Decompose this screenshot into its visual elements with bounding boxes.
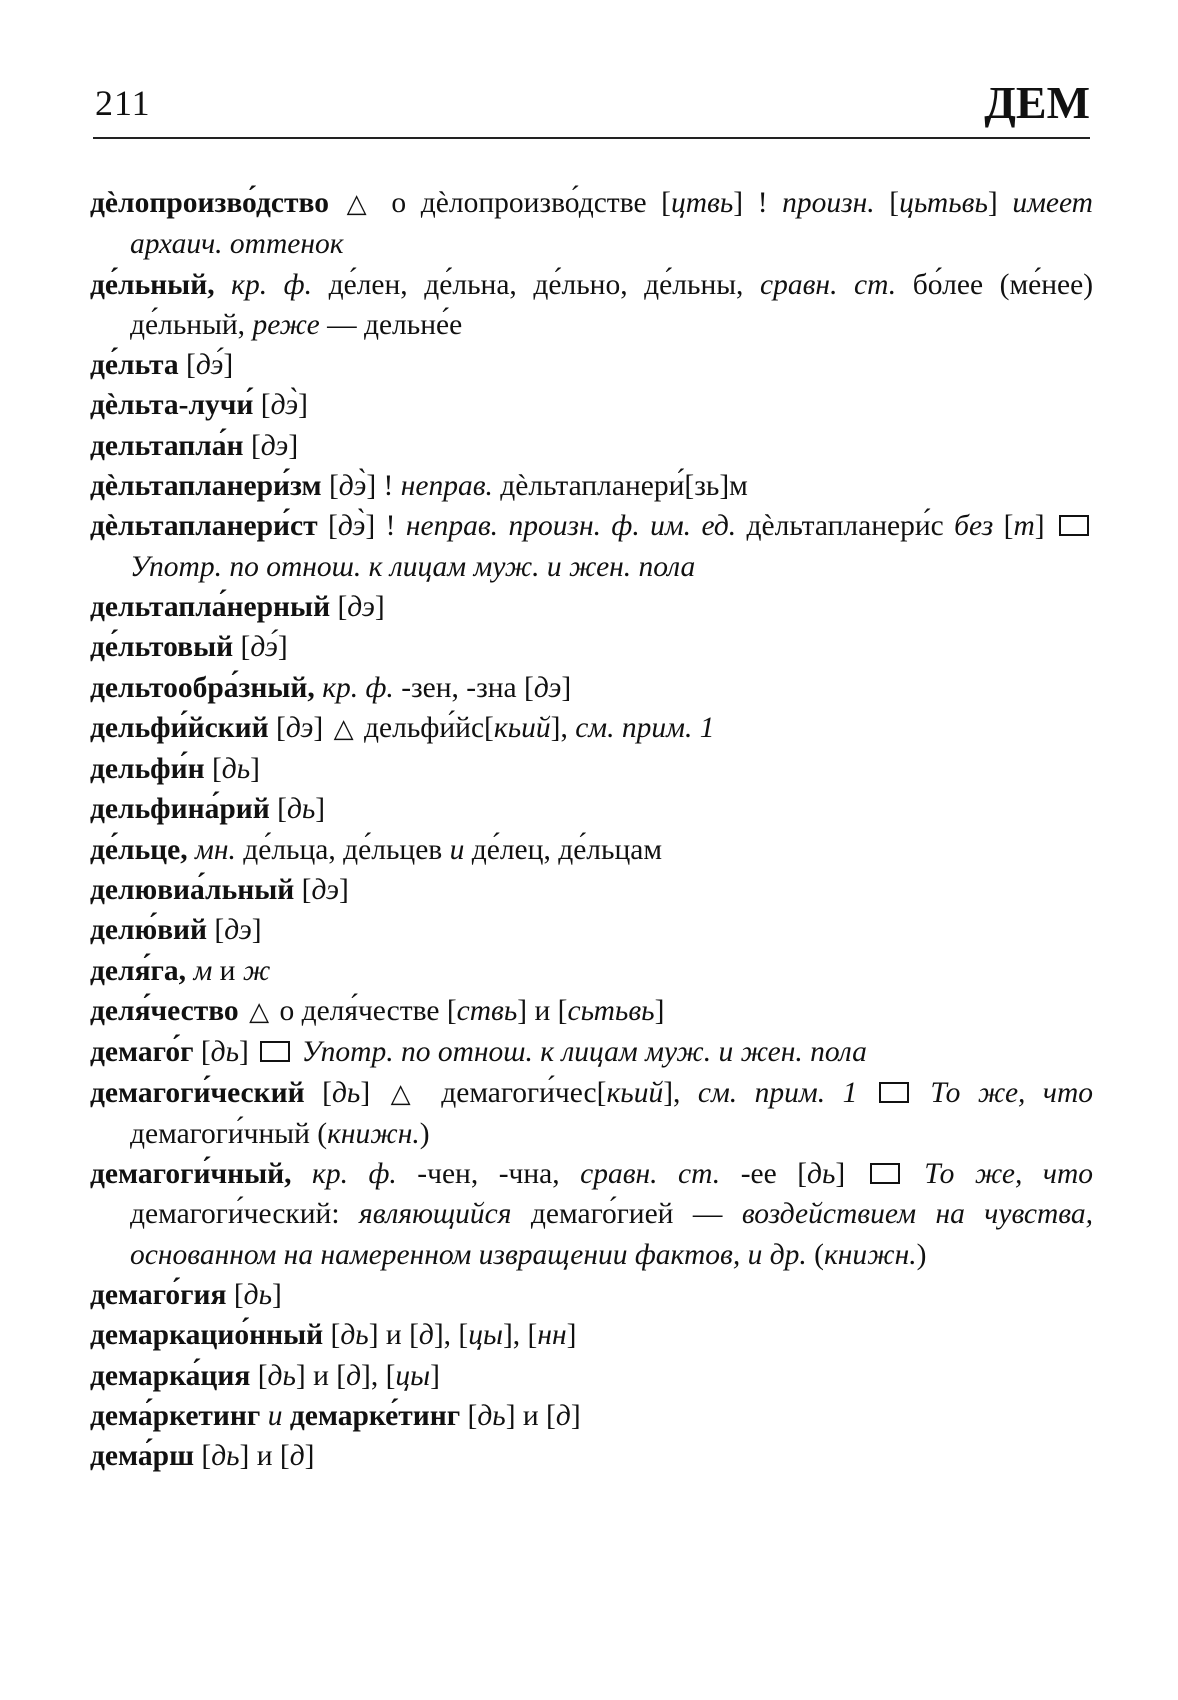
- entry-label: являющийся: [358, 1198, 512, 1231]
- entry-text: ]: [223, 349, 234, 382]
- entry-text: ]: [561, 671, 572, 704]
- entry-text: демагоги́чный (: [130, 1117, 328, 1150]
- dictionary-entry: [90, 830, 1093, 870]
- entry-text: ]: [251, 914, 262, 947]
- triangle-icon: △: [249, 996, 270, 1026]
- dictionary-entry: [90, 749, 1093, 789]
- entry-label: неправ. произн. ф. им. ед.: [405, 510, 737, 543]
- entry-headword: де́льце,: [90, 833, 188, 866]
- entry-label: цтвь: [670, 187, 734, 219]
- entry-text: ]: [987, 187, 1013, 219]
- dictionary-entry: [90, 1154, 1093, 1275]
- entry-label: см. прим. 1: [575, 711, 715, 744]
- entry-headword: дѐльтапланери́зм: [90, 470, 322, 503]
- entry-text: [215, 269, 232, 301]
- entry-headword: делювиа́льный: [90, 874, 295, 907]
- entry-text: [: [193, 1440, 212, 1473]
- entry-text: [: [294, 874, 312, 907]
- entry-text: [: [330, 590, 348, 623]
- entry-label: дь: [221, 753, 251, 786]
- entry-label: без: [954, 510, 994, 543]
- entry-label: дэ̀: [337, 510, 366, 543]
- entry-headword: дельфи́н: [90, 753, 205, 786]
- dictionary-entries: [90, 183, 1093, 1477]
- entry-label: дэ̀: [270, 389, 299, 422]
- dictionary-entry: [90, 708, 1093, 749]
- entry-text: дѐльтапланери́с: [736, 510, 955, 543]
- entry-text: ] и [: [368, 1319, 419, 1352]
- entry-label: дэ́: [195, 349, 224, 382]
- entry-text: [329, 187, 344, 219]
- entry-headword: дельтапла́нерный: [90, 590, 331, 623]
- entry-text: ]: [277, 631, 288, 664]
- entry-text: ]: [654, 994, 665, 1027]
- entry-headword: демагоги́ческий: [90, 1076, 305, 1109]
- dictionary-entry: [90, 426, 1093, 466]
- entry-label: Употр. по отнош. к лицам муж. и жен. пола: [301, 1036, 867, 1069]
- entry-headword: демагоги́чный,: [90, 1158, 292, 1191]
- dictionary-entry: [90, 789, 1093, 829]
- entry-headword: дельтообра́зный,: [90, 671, 315, 704]
- entry-text: ] !: [366, 470, 401, 503]
- dictionary-entry: [90, 1436, 1093, 1476]
- entry-text: ]: [315, 793, 326, 826]
- triangle-icon: △: [333, 713, 354, 743]
- entry-label: сравн. ст.: [760, 268, 897, 301]
- entry-text: [904, 1158, 925, 1190]
- entry-text: [: [993, 510, 1014, 543]
- entry-label: кр. ф.: [231, 268, 313, 301]
- dictionary-entry: [90, 385, 1093, 425]
- dictionary-entry: [90, 1315, 1093, 1355]
- entry-label: произн.: [782, 187, 875, 219]
- dictionary-entry: [90, 627, 1093, 667]
- dictionary-entry: [90, 265, 1093, 346]
- usage-note-box-icon: [260, 1041, 290, 1062]
- entry-label: дэ: [311, 874, 339, 907]
- usage-note-box-icon: [879, 1082, 909, 1103]
- entry-label: дэ́: [250, 631, 278, 664]
- dictionary-entry: [90, 951, 1093, 991]
- entry-label: дь: [331, 1076, 361, 1109]
- triangle-icon: △: [390, 1078, 421, 1108]
- entry-label: цьтьвь: [899, 187, 988, 219]
- entry-headword: дельфина́рий: [90, 793, 270, 826]
- entry-label: книжн.: [823, 1238, 917, 1271]
- entry-headword: де́льта: [90, 349, 179, 382]
- entry-text: [: [317, 510, 338, 543]
- entry-label: дь: [267, 1359, 296, 1392]
- entry-text: [282, 1400, 289, 1432]
- entry-headword: делю́вий: [90, 914, 208, 947]
- entry-text: и: [212, 954, 243, 987]
- dictionary-entry: [90, 506, 1093, 587]
- entry-text: [292, 1158, 313, 1190]
- entry-headword: де́льтовый: [90, 631, 234, 664]
- entry-text: [: [243, 429, 261, 462]
- entry-label: сьтьвь: [567, 994, 655, 1027]
- entry-label: м: [193, 954, 213, 987]
- entry-text: ], [: [433, 1319, 469, 1352]
- entry-headword: демарка́ция: [90, 1359, 251, 1392]
- entry-text: ] !: [365, 510, 406, 543]
- entry-label: То же, что: [930, 1076, 1094, 1109]
- entry-label: дь: [340, 1319, 369, 1352]
- entry-label: дэ: [533, 671, 562, 704]
- entry-label: д: [346, 1359, 362, 1392]
- entry-label: дь: [210, 1036, 240, 1069]
- entry-label: д: [289, 1440, 305, 1473]
- entry-text: [: [226, 1279, 244, 1312]
- entry-label: т: [1013, 510, 1035, 543]
- entry-label: дэ: [285, 711, 314, 744]
- dictionary-entry: [90, 991, 1093, 1032]
- entry-text: [: [321, 470, 339, 503]
- entry-label: дэ: [224, 914, 252, 947]
- entry-text: [857, 1077, 874, 1109]
- entry-text: ]: [250, 753, 260, 786]
- entry-label: и: [449, 833, 465, 866]
- dictionary-entry: [90, 466, 1093, 506]
- entry-text: ] и [: [295, 1359, 347, 1392]
- triangle-icon: △: [346, 189, 374, 218]
- entry-text: -ее [: [720, 1158, 808, 1191]
- entry-label: цы: [395, 1359, 431, 1392]
- entry-text: бо́лее (ме́нее) де́льный,: [130, 268, 1094, 341]
- entry-text: ],: [550, 711, 576, 744]
- entry-text: [: [178, 349, 196, 382]
- entry-text: де́лец, де́льцам: [464, 833, 663, 866]
- entry-label: д: [418, 1319, 434, 1352]
- entry-headword: дельтапла́н: [90, 429, 244, 462]
- entry-text: ]: [566, 1319, 577, 1352]
- entry-label: кр. ф.: [322, 671, 394, 704]
- dictionary-entry: [90, 587, 1093, 627]
- entry-label: д: [555, 1399, 571, 1432]
- entry-text: ]: [374, 590, 385, 623]
- entry-text: -зен, -зна [: [393, 671, 534, 704]
- entry-text: [239, 995, 246, 1027]
- entry-headword: демарке́тинг: [289, 1399, 461, 1432]
- entry-text: [: [193, 1036, 211, 1069]
- entry-headword: демаго́гия: [90, 1279, 227, 1312]
- entry-label: кьий: [493, 711, 551, 744]
- entry-label: дэ: [260, 429, 289, 462]
- usage-note-box-icon: [1059, 515, 1089, 536]
- usage-note-box-icon: [870, 1163, 900, 1184]
- entry-text: ] и [: [517, 994, 568, 1027]
- entry-text: [294, 1036, 301, 1068]
- dictionary-entry: [90, 1396, 1093, 1436]
- entry-text: ],: [663, 1076, 698, 1109]
- entry-headword: дема́ркетинг: [90, 1399, 261, 1432]
- entry-text: — дельне́е: [319, 308, 463, 341]
- entry-text: [: [323, 1319, 341, 1352]
- entry-text: (: [806, 1238, 824, 1271]
- entry-label: дь: [286, 793, 316, 826]
- entry-text: ]: [288, 429, 299, 462]
- entry-label: дь: [243, 1279, 272, 1312]
- entry-label: Употр. по отнош. к лицам муж. и жен. пола: [130, 550, 696, 583]
- entry-text: ]: [570, 1399, 581, 1432]
- entry-headword: демаркацио́нный: [90, 1319, 324, 1352]
- entry-label: неправ.: [400, 470, 493, 503]
- entry-text: [: [304, 1076, 332, 1109]
- entry-headword: дѐльтапланери́ст: [90, 510, 318, 543]
- entry-text: ]: [835, 1158, 866, 1191]
- entry-text: [: [253, 389, 271, 422]
- entry-label: нн: [537, 1319, 567, 1352]
- entry-text: ]: [272, 1279, 282, 1312]
- entry-label: имеет архаич. оттенок: [130, 187, 1093, 261]
- entry-text: ]: [1034, 510, 1056, 543]
- entry-text: ]: [298, 389, 308, 422]
- entry-headword: демаго́г: [90, 1036, 194, 1069]
- entry-label: цы: [468, 1319, 503, 1352]
- entry-text: ): [419, 1117, 430, 1150]
- dictionary-entry: [90, 1356, 1093, 1396]
- entry-text: [: [460, 1399, 478, 1432]
- dictionary-entry: [90, 1073, 1093, 1155]
- dictionary-entry: [90, 668, 1093, 708]
- entry-text: ] и [: [505, 1399, 556, 1432]
- entry-label: дь: [211, 1440, 240, 1473]
- entry-headword: деля́чество: [90, 994, 239, 1027]
- entry-label: ж: [242, 954, 271, 987]
- entry-text: [: [269, 793, 287, 826]
- dictionary-entry: [90, 1032, 1093, 1072]
- entry-text: дельфи́йс[: [356, 711, 494, 744]
- page-number: 211: [95, 83, 151, 123]
- entry-text: [: [204, 753, 222, 786]
- entry-text: о дѐлопроизво́дстве [: [376, 187, 671, 219]
- entry-text: дѐльтапланери́[зь]м: [492, 470, 748, 503]
- entry-text: ]: [313, 711, 331, 744]
- entry-headword: де́льный,: [90, 268, 215, 301]
- entry-text: де́лен, де́льна, де́льно, де́льны,: [312, 268, 761, 301]
- entry-text: демагоги́ческий:: [130, 1198, 359, 1231]
- entry-label: дэ: [347, 590, 375, 623]
- entry-label: и: [267, 1399, 283, 1432]
- header-rule: [93, 137, 1090, 139]
- entry-label: дь: [807, 1158, 836, 1191]
- entry-label: ствь: [456, 994, 518, 1027]
- entry-text: ]: [304, 1440, 315, 1473]
- dictionary-entry: [90, 910, 1093, 950]
- entry-text: -чен, -чна,: [396, 1158, 581, 1191]
- entry-headword: деля́га,: [90, 954, 187, 987]
- entry-text: [: [268, 711, 286, 744]
- entry-text: ]: [239, 1036, 257, 1069]
- entry-text: ], [: [502, 1319, 538, 1352]
- entry-text: ] !: [733, 187, 783, 219]
- entry-label: см. прим. 1: [697, 1076, 858, 1109]
- entry-text: [260, 1400, 267, 1432]
- entry-text: ]: [360, 1076, 388, 1109]
- entry-label: То же, что: [924, 1158, 1094, 1191]
- entry-label: кьий: [606, 1076, 664, 1109]
- entry-text: [: [233, 631, 251, 664]
- entry-label: кр. ф.: [312, 1158, 397, 1191]
- dictionary-entry: [90, 1275, 1093, 1315]
- entry-label: сравн. ст.: [580, 1158, 721, 1191]
- entry-text: ]: [430, 1359, 440, 1392]
- entry-label: книжн.: [327, 1117, 420, 1150]
- dictionary-entry: [90, 183, 1093, 265]
- entry-text: о деля́честве [: [272, 994, 457, 1027]
- entry-text: [188, 834, 195, 866]
- entry-text: [: [250, 1359, 268, 1392]
- dictionary-entry: [90, 870, 1093, 910]
- entry-label: дэ̀: [338, 470, 367, 503]
- entry-text: демагоги́чес[: [423, 1076, 607, 1109]
- entry-text: де́льца, де́льцев: [235, 833, 450, 866]
- entry-text: ): [916, 1238, 927, 1271]
- entry-label: реже: [252, 308, 320, 341]
- entry-text: ] и [: [239, 1440, 290, 1473]
- entry-text: ], [: [361, 1359, 396, 1392]
- entry-text: [: [207, 914, 225, 947]
- running-head: ДЕМ: [984, 77, 1090, 128]
- entry-text: ]: [338, 874, 349, 907]
- entry-headword: дѐльта-лучи́: [90, 389, 254, 422]
- entry-label: воздействием на чувства, основанном на намеренном извращении фактов, и др.: [130, 1198, 1094, 1271]
- entry-label: мн.: [195, 833, 236, 866]
- entry-label: дь: [477, 1399, 506, 1432]
- entry-text: [913, 1077, 930, 1109]
- entry-headword: дельфи́йский: [90, 711, 269, 744]
- entry-text: [: [874, 187, 900, 219]
- entry-headword: дема́рш: [90, 1440, 194, 1473]
- dictionary-entry: [90, 345, 1093, 385]
- entry-headword: дѐлопроизво́дство: [90, 187, 329, 219]
- entry-text: демаго́гией —: [511, 1198, 742, 1231]
